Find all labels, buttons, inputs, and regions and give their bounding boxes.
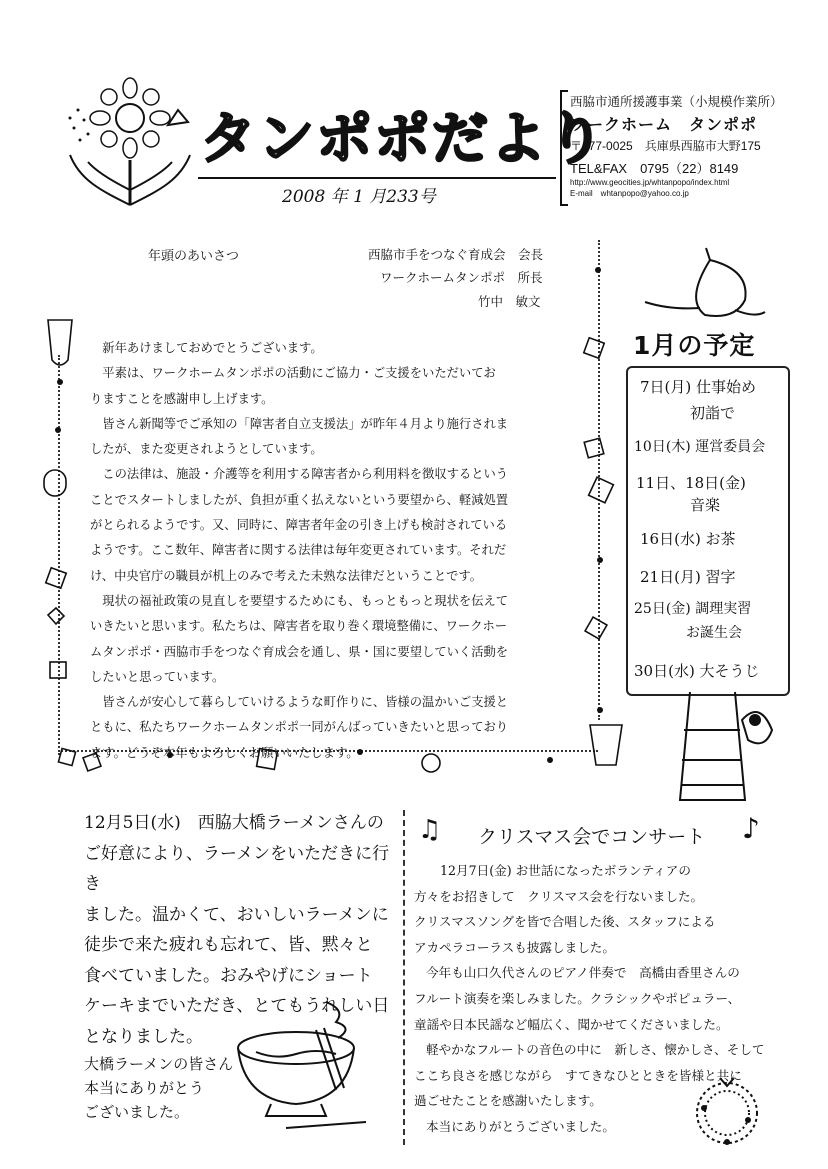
greeting-para-13: ムタンポポ・西脇市手をつなぐ育成会を通し、県・国に要望していく活動を (90, 644, 509, 659)
concert-line-11: 本当にありがとうございました。 (426, 1118, 615, 1134)
concert-line-1: 12月7日(金) お世話になったボランティアの (440, 863, 691, 878)
ramen-line-2: ご好意により、ラーメンをいただきに行き (84, 843, 390, 894)
greeting-para-11: 現状の福祉政策の見直しを要望するためにも、もっともっと現状を伝えて (102, 593, 509, 608)
ramen-line-3: ました。温かくて、おいしいラーメンに (84, 904, 389, 925)
schedule-item-6: 25日(金) 調理実習 (634, 601, 752, 617)
ramen-line-8: 大橋ラーメンの皆さん (84, 1055, 234, 1073)
ramen-line-1: 12月5日(水) 西脇大橋ラーメンさんの (84, 813, 384, 833)
greeting-para-2: 平素は、ワークホームタンポポの活動にご協力・ご支援をいただいてお (102, 366, 496, 381)
concert-line-6: フルート演奏を楽しみました。クラシックやポピュラー、 (414, 990, 741, 1006)
ramen-line-6: ケーキまでいただき、とてもうれしい日 (84, 996, 390, 1016)
schedule-item-1: 7日(月) 仕事始め (640, 378, 757, 396)
greeting-heading: 年頭のあいさつ (148, 249, 240, 264)
concert-line-2: 方々をお招きして クリスマス会を行ないました。 (414, 888, 704, 904)
greeting-para-6: この法律は、施設・介護等を利用する障害者から利用料を徴収するという (102, 467, 509, 482)
music-note-icon-right: ♪ (742, 812, 760, 845)
greeting-para-7: ことでスタートしましたが、負担が重く払えないという要望から、軽減処置 (90, 492, 509, 507)
ramen-line-9: 本当にありがとう (84, 1079, 205, 1097)
concert-line-5: 今年も山口久代さんのピアノ伴奏で 高橋由香里さんの (426, 965, 740, 981)
greeting-para-3: りますことを感謝申し上げます。 (90, 391, 274, 406)
concert-line-3: クリスマスソングを皆で合唱した後、スタッフによる (414, 914, 716, 930)
org-category: 西脇市通所援護事業（小規模作業所） (570, 95, 783, 109)
schedule-item-5: 21日(月) 習字 (640, 568, 736, 586)
ramen-bowl-illustration (226, 1000, 376, 1140)
concert-line-7: 童謡や日本民謡など幅広く、聞かせてくださいました。 (414, 1016, 729, 1032)
schedule-title: 1月の予定 (633, 331, 756, 360)
greeting-para-15: 皆さんが安心して暮らしていけるような町作りに、皆様の温かいご支援と (102, 695, 509, 710)
schedule-item-2: 10日(木) 運営委員会 (634, 439, 766, 455)
christmas-wreath-illustration (682, 1068, 772, 1158)
author-line-2: ワークホームタンポポ 所長 (380, 270, 543, 285)
greeting-para-16: ともに、私たちワークホームタンポポ一同がんばっていきたいと思っており (90, 720, 509, 735)
org-box-bracket (560, 90, 568, 206)
greeting-para-8: がとられるようです。又、同時に、障害者年金の引き上げも検討されている (90, 518, 508, 533)
author-line-1: 西脇市手をつなぐ育成会 会長 (368, 247, 544, 262)
concert-line-10: 過ごせたことを感謝いたします。 (414, 1093, 602, 1109)
greeting-para-5: したが、また変更されようとしています。 (90, 442, 323, 457)
concert-line-8: 軽やかなフルートの音色の中に 新しさ、懐かしさ、そして (426, 1042, 765, 1058)
schedule-item-1b: 初詣で (690, 404, 736, 422)
org-email[interactable]: E-mail whtanpopo@yahoo.co.jp (570, 189, 689, 198)
concert-line-4: アカペラコーラスも披露しました。 (414, 939, 615, 955)
schedule-item-3b: 音楽 (690, 496, 721, 514)
dandelion-illustration (60, 70, 200, 215)
ramen-line-7: となりました。 (84, 1026, 203, 1047)
issue-number: 2008 年 1 月233号 (282, 187, 436, 207)
column-divider (403, 810, 405, 1145)
greeting-para-1: 新年あけましておめでとうございます。 (102, 341, 323, 355)
spinning-top-illustration (640, 240, 770, 330)
org-phone: TEL&FAX 0795（22）8149 (570, 161, 739, 176)
ramen-line-4: 徒歩で来た疲れも忘れて、皆、黙々と (84, 935, 373, 955)
ramen-line-10: ございました。 (84, 1103, 190, 1121)
board-stand-illustration (660, 690, 780, 810)
greeting-para-10: け、中央官庁の職員が机上のみで考えた未熟な法律だということです。 (90, 568, 483, 583)
org-address: 〒677-0025 兵庫県西脇市大野175 (570, 139, 761, 153)
newsletter-title: タンポポだより (200, 107, 606, 172)
greeting-body (90, 336, 584, 766)
org-name: ワークホーム タンポポ (570, 117, 758, 134)
greeting-para-14: したいと思っています。 (90, 669, 225, 684)
schedule-item-3: 11日、18日(金) (636, 474, 746, 492)
schedule-item-7: 30日(水) 大そうじ (634, 662, 760, 680)
schedule-board (626, 366, 790, 696)
greeting-para-4: 皆さん新聞等でご承知の「障害者自立支援法」が昨年４月より施行されま (102, 416, 509, 431)
greeting-para-17: ます。どうぞ本年もよろしくお願いいたします。 (90, 745, 359, 760)
concert-line-9: ここち良さを感じながら すてきなひとときを皆様と共に (414, 1067, 742, 1083)
header-rule (198, 177, 556, 179)
concert-title: クリスマス会でコンサート (478, 826, 706, 848)
greeting-para-9: ようです。ここ数年、障害者に関する法律は毎年変更されています。それだ (90, 543, 507, 558)
author-name: 竹中 敏文 (478, 294, 541, 309)
music-note-icon: ♫ (418, 815, 442, 845)
schedule-item-4: 16日(水) お茶 (640, 530, 736, 548)
ramen-line-5: 食べていました。おみやげにショート (84, 965, 373, 986)
org-url[interactable]: http://www.geocities.jp/whtanpopo/index.html (570, 178, 730, 187)
greeting-para-12: いきたいと思います。私たちは、障害者を取り巻く環境整備に、ワークホー (90, 619, 508, 634)
schedule-item-6b: お誕生会 (686, 625, 742, 641)
